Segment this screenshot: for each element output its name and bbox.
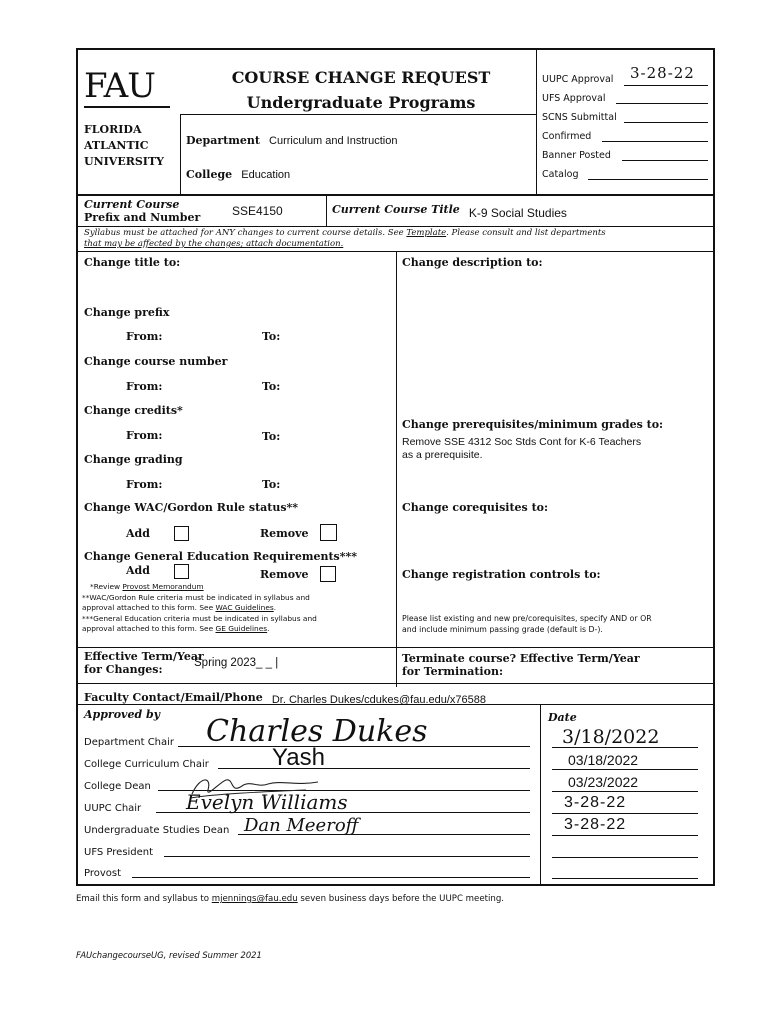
banner-posted-row: [542, 146, 710, 165]
coreq-label: Change corequisites to:: [402, 501, 549, 514]
credits-to-label: To:: [262, 430, 281, 443]
date-ug-studies-dean: 3-28-22: [564, 816, 627, 833]
university-line-2: ATLANTIC: [84, 139, 149, 152]
wac-add-label: Add: [126, 527, 150, 540]
syllabus-note-line-1: Syllabus must be attached for ANY changes to current course details. See Template. Please consult and list departments: [84, 228, 606, 238]
prefix-label-line-1: Current Course: [84, 198, 180, 211]
change-prefix-label: Change prefix: [84, 306, 170, 319]
registration-note-line-1: Please list existing and new pre/corequisites, specify AND or OR: [402, 614, 652, 623]
effective-label-line-2: for Changes:: [84, 663, 163, 676]
effective-value: Spring 2023_ _ |: [194, 657, 279, 669]
scns-submittal-label: SCNS Submittal: [542, 112, 617, 123]
college-label: College: [186, 168, 233, 181]
gened-remove-checkbox[interactable]: [320, 566, 336, 582]
signature-curriculum-chair: Yash: [272, 744, 325, 771]
footnote-3a: ***General Education criteria must be indicated in syllabus and: [82, 613, 317, 623]
scns-submittal-row: [542, 108, 710, 127]
email-instructions: Email this form and syllabus to mjennings@fau.edu seven business days before the UUPC meeting.: [76, 894, 505, 904]
wac-add-checkbox[interactable]: [174, 526, 189, 541]
ufs-approval-label: UFS Approval: [542, 93, 606, 104]
department-value: Curriculum and Instruction: [269, 135, 398, 147]
approval-label-department-chair: Department Chair: [84, 737, 175, 748]
registration-controls-label: Change registration controls to:: [402, 568, 601, 581]
department-field: [186, 129, 397, 148]
faculty-contact-value: Dr. Charles Dukes/cdukes@fau.edu/x76588: [271, 694, 487, 706]
uupc-approval-row: [542, 64, 710, 89]
approval-label-ufs-president: UFS President: [84, 847, 154, 858]
terminate-label-line-1: Terminate course? Effective Term/Year: [402, 652, 640, 665]
ufs-approval-row: [542, 89, 710, 108]
change-credits-label: Change credits*: [84, 404, 183, 417]
number-to-label: To:: [262, 380, 281, 393]
prereq-label: Change prerequisites/minimum grades to:: [402, 418, 664, 431]
syllabus-note-line-2: that may be affected by the changes; attach documentation.: [84, 239, 344, 249]
revision-note: FAUchangecourseUG, revised Summer 2021: [76, 950, 262, 960]
change-grading-label: Change grading: [84, 453, 183, 466]
uupc-approval-label: UUPC Approval: [542, 74, 614, 85]
approval-label-college-dean: College Dean: [84, 781, 151, 792]
footnote-2a: **WAC/Gordon Rule criteria must be indicated in syllabus and: [82, 592, 310, 602]
date-college-dean: 03/23/2022: [568, 774, 639, 790]
wac-remove-checkbox[interactable]: [320, 524, 337, 541]
form-title-line-2: Undergraduate Programs: [246, 93, 476, 112]
prereq-value-line-1: Remove SSE 4312 Soc Stds Cont for K-6 Teachers: [402, 436, 642, 448]
wac-remove-label: Remove: [260, 527, 309, 540]
university-line-3: UNIVERSITY: [84, 155, 164, 168]
prefix-to-label: To:: [262, 330, 281, 343]
effective-label-line-1: Effective Term/Year: [84, 650, 204, 663]
approved-by-label: Approved by: [84, 708, 161, 721]
university-line-1: FLORIDA: [84, 123, 142, 136]
title-label: Current Course Title: [332, 203, 460, 216]
number-from-label: From:: [126, 380, 163, 393]
catalog-row: [542, 165, 710, 184]
ge-guidelines-link[interactable]: GE Guidelines: [215, 624, 268, 633]
date-label: Date: [548, 711, 577, 724]
fau-logo-text: FAU: [84, 66, 155, 106]
signature-department-chair: Charles Dukes: [206, 714, 428, 749]
template-link[interactable]: Template: [406, 228, 447, 238]
status-box: [542, 64, 710, 184]
college-field: [186, 163, 290, 182]
date-department-chair: 3/18/2022: [562, 726, 660, 748]
form-title-line-1: COURSE CHANGE REQUEST: [231, 68, 491, 87]
credits-from-label: From:: [126, 429, 163, 442]
fau-logo: [84, 66, 172, 106]
prefix-label-line-2: Prefix and Number: [84, 211, 201, 224]
footnote-2b: approval attached to this form. See WAC Guidelines.: [82, 603, 277, 612]
prefix-value: SSE4150: [232, 204, 283, 218]
date-curriculum-chair: 03/18/2022: [568, 752, 639, 768]
effective-term: [84, 650, 204, 676]
faculty-contact: [84, 686, 486, 705]
wac-status-label: Change WAC/Gordon Rule status**: [84, 501, 299, 514]
approval-label-uupc-chair: UUPC Chair: [84, 803, 142, 814]
change-description-label: Change description to:: [402, 256, 543, 269]
change-title-label: Change title to:: [84, 256, 181, 269]
prereq-value-line-2: as a prerequisite.: [402, 449, 483, 461]
confirmed-row: [542, 127, 710, 146]
wac-guidelines-link[interactable]: WAC Guidelines: [215, 603, 274, 612]
current-course-prefix: [84, 198, 200, 224]
approval-label-provost: Provost: [84, 868, 122, 879]
catalog-label: Catalog: [542, 169, 579, 180]
footnote-3b: approval attached to this form. See GE Guidelines.: [82, 624, 270, 633]
gened-label: Change General Education Requirements***: [84, 550, 358, 563]
approval-label-ug-studies-dean: Undergraduate Studies Dean: [84, 825, 230, 836]
provost-memorandum-link[interactable]: Provost Memorandum: [122, 582, 204, 591]
uupc-approval-value: 3-28-22: [630, 64, 695, 82]
footnote-1: *Review Provost Memorandum: [90, 582, 204, 591]
gened-add-checkbox[interactable]: [174, 564, 189, 579]
signature-ug-studies-dean: Dan Meeroff: [244, 815, 359, 836]
college-value: Education: [241, 169, 291, 181]
grading-from-label: From:: [126, 478, 163, 491]
date-uupc-chair: 3-28-22: [564, 794, 627, 811]
terminate-label-line-2: for Termination:: [402, 665, 504, 678]
registration-note: [402, 613, 714, 635]
syllabus-note: [84, 228, 709, 250]
gened-remove-label: Remove: [260, 568, 309, 581]
approval-label-curriculum-chair: College Curriculum Chair: [84, 759, 209, 770]
grading-to-label: To:: [262, 478, 281, 491]
gened-add-label: Add: [126, 564, 150, 577]
course-change-form: [76, 48, 715, 886]
footnotes: [82, 582, 394, 635]
email-link[interactable]: mjennings@fau.edu: [211, 894, 298, 904]
form-title: [186, 68, 536, 112]
title-value: K-9 Social Studies: [468, 206, 567, 220]
prereq-value: [402, 436, 712, 462]
confirmed-label: Confirmed: [542, 131, 592, 142]
current-course-title: [332, 198, 567, 220]
signature-uupc-chair: Evelyn Williams: [186, 790, 348, 814]
registration-note-line-2: and include minimum passing grade (default is D-).: [402, 625, 603, 634]
banner-posted-label: Banner Posted: [542, 150, 611, 161]
university-name: [84, 122, 164, 170]
terminate-course: [402, 652, 640, 678]
department-label: Department: [186, 134, 260, 147]
prefix-from-label: From:: [126, 330, 163, 343]
faculty-contact-label: Faculty Contact/Email/Phone: [84, 691, 263, 704]
change-number-label: Change course number: [84, 355, 228, 368]
